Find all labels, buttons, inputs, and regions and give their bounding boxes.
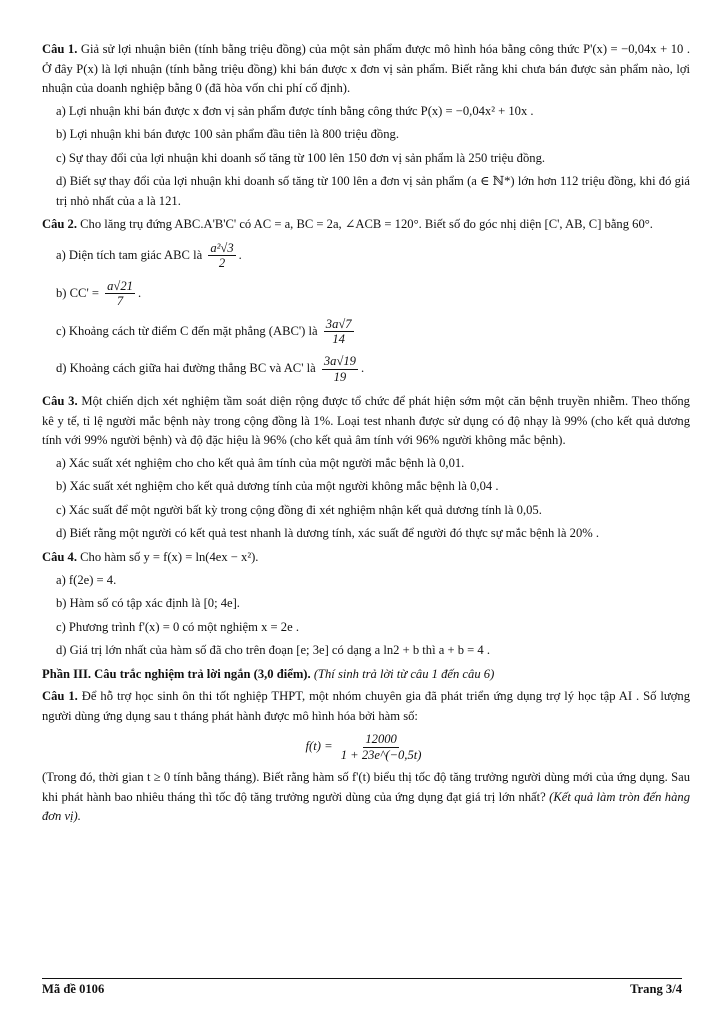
cau1-stem-line3: Biết rằng khi chưa bán được sản phẩm nào, lợi nhuận của doanh nghiệp bằng 0 (đã hòa vốn chi phí cố định). [42, 61, 690, 96]
cau4-stem-text: Cho hàm số y = f(x) = ln(4ex − x²). [80, 550, 259, 564]
cau1-stem-line1: Giả sử lợi nhuận biên (tính bằng triệu đồng) của một sản phẩm được mô hình hóa bằng công thức [80, 42, 580, 56]
p3cau1-formula [42, 732, 690, 762]
cau1-option-d: d) Biết sự thay đổi của lợi nhuận khi doanh số tăng từ 100 lên a đơn vị sản phẩm (a ∈ ℕ*) lớn hơn 112 triệu đồng, khi đó giá trị nhỏ nhất của a là 121. [56, 174, 690, 208]
cau3-option-b: b) Xác suất xét nghiệm cho kết quả dương tính của một người không mắc bệnh là 0,04 . [56, 479, 499, 494]
cau3-stem [42, 392, 690, 451]
cau2-a-den: 2 [218, 256, 226, 271]
cau2-c-text: c) Khoảng cách từ điểm C đến mặt phẳng (ABC') là [56, 323, 318, 338]
cau4-stem [42, 548, 690, 568]
cau2-c-num: 3a√7 [325, 316, 352, 331]
cau2-b-text: b) CC' = [56, 285, 99, 300]
formula-num: 12000 [365, 732, 397, 747]
cau2-d-fraction [322, 354, 358, 384]
p3cau1-stem-text: Để hỗ trợ học sinh ôn thi tốt nghiệp THPT, một nhóm chuyên gia đã phát triển ứng dụng trợ lý học tập AI . Số lượng người dùng ứng dụng sau t tháng phát hành được mô hình hóa bởi hàm số: [42, 689, 690, 723]
cau4-option-b: b) Hàm số có tập xác định là [0; 4e]. [56, 596, 240, 611]
cau3-option-d: d) Biết rằng một người có kết quả test nhanh là dương tính, xác suất để người đó thực sự mắc bệnh là 20% . [56, 526, 600, 541]
part3-note: (Thí sinh trả lời từ câu 1 đến câu 6) [313, 666, 495, 681]
cau2-option-d: d) Khoảng cách giữa hai đường thẳng BC và AC' là $\frac{3a√19}{19}$ . [56, 354, 365, 384]
cau2-option-b: b) CC' = $\frac{a√21}{7}$ . [56, 278, 142, 309]
cau2-d-num: 3a√19 [323, 354, 356, 369]
cau2-b-num: a√21 [107, 278, 133, 293]
p3cau1-stem [42, 687, 690, 726]
cau1-stem [42, 40, 690, 99]
cau2-a-fraction [208, 241, 235, 271]
cau4-option-a: a) f(2e) = 4. [56, 572, 117, 587]
p3cau1-title: Câu 1. [42, 689, 78, 704]
exam-page [42, 40, 690, 830]
cau3-stem-text: Một chiến dịch xét nghiệm tầm soát diện rộng được tổ chức để phát hiện sớm một căn bệnh truyền nhiễm. Theo thống kê y tế, tỉ lệ người mắc bệnh này trong cộng đồng là 1%. Loại test nhanh được sử dụng có độ nhạy là 99% (cho kết quả dương tính với 99% người bệnh) và độ đặc hiệu là 96% (cho kết quả âm tính với 96% người không mắc bệnh). [42, 394, 690, 448]
cau2-stem [42, 215, 690, 235]
cau2-title: Câu 2. [42, 217, 77, 232]
cau2-b-den: 7 [116, 294, 124, 309]
cau4-option-c: c) Phương trình f'(x) = 0 có một nghiệm x = 2e . [56, 619, 299, 634]
cau1-option-c: c) Sự thay đổi của lợi nhuận khi doanh số tăng từ 100 lên 150 đơn vị sản phẩm là 250 triệu đồng. [56, 150, 546, 165]
formula-den: 1 + 23e^(−0,5t) [340, 747, 422, 762]
cau2-option-a: a) Diện tích tam giác ABC là $\frac{\text{a²√3}}{2}$ . [56, 240, 242, 271]
cau1-option-b: b) Lợi nhuận khi bán được 100 sản phẩm đầu tiên là 800 triệu đồng. [56, 127, 399, 142]
cau1-stem-line2: P'(x) = −0,04x + 10 . Ở đây P(x) là lợi nhuận (tính bằng triệu đồng) khi bán được x đơn vị sản phẩm. [42, 42, 690, 76]
cau2-d-text: d) Khoảng cách giữa hai đường thẳng BC và AC' là [56, 361, 316, 376]
p3cau1-after [42, 768, 690, 827]
exam-code: Mã đề 0106 [42, 982, 105, 996]
cau4-option-d: d) Giá trị lớn nhất của hàm số đã cho trên đoạn [e; 3e] có dạng a ln2 + b thì a + b = 4 . [56, 643, 490, 658]
page-footer [42, 978, 682, 997]
cau3-option-c: c) Xác suất để một người bất kỳ trong cộng đồng đi xét nghiệm nhận kết quả dương tính là 0,05. [56, 502, 542, 517]
cau2-c-fraction [324, 317, 354, 347]
p3cau1-after-note: (Kết quả làm tròn đến hàng đơn vị). [42, 789, 690, 824]
cau2-a-num: a²√3 [210, 240, 234, 255]
page-number: Trang 3/4 [630, 982, 682, 996]
cau1-option-a: a) Lợi nhuận khi bán được x đơn vị sản phẩm được tính bằng công thức P(x) = −0,04x² + 10x . [56, 103, 534, 118]
cau4-title: Câu 4. [42, 550, 77, 564]
formula-fraction [339, 732, 424, 762]
cau3-title: Câu 3. [42, 394, 78, 409]
cau1-title: Câu 1. [42, 42, 78, 56]
cau2-option-c [56, 317, 690, 347]
part3-title: Phần III. Câu trắc nghiệm trả lời ngắn (3,0 điểm). [42, 666, 311, 681]
cau2-a-text: a) Diện tích tam giác ABC là [56, 247, 203, 262]
cau2-stem-text: Cho lăng trụ đứng ABC.A'B'C' có AC = a, BC = 2a, ∠ACB = 120°. Biết số đo góc nhị diện [C', AB, C] bằng 60°. [80, 217, 653, 232]
cau2-c-den: 14 [332, 331, 345, 346]
p3cau1-after-text: (Trong đó, thời gian t ≥ 0 tính bằng tháng). Biết rằng hàm số f'(t) biểu thị tốc độ tăng trưởng người dùng mới của ứng dụng. Sau khi phát hành bao nhiêu tháng thì tốc độ tăng trưởng người dùng của ứng dụng đạt giá trị lớn nhất? [42, 770, 690, 804]
cau2-d-den: 19 [333, 369, 347, 384]
part3-heading [42, 665, 690, 685]
cau3-option-a: a) Xác suất xét nghiệm cho cho kết quả âm tính của một người mắc bệnh là 0,01. [56, 455, 465, 470]
cau2-b-fraction [105, 279, 135, 309]
formula-lhs: f(t) = [305, 738, 333, 753]
